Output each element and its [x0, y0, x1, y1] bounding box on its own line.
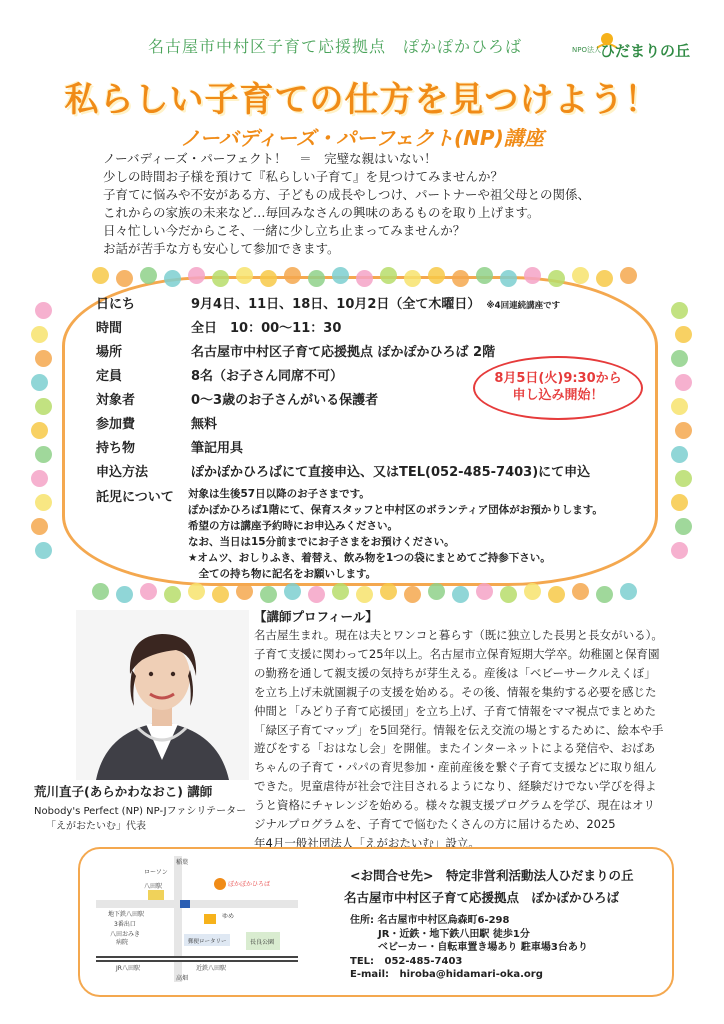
detail-label: 対象者	[96, 393, 136, 408]
confetti-dot	[500, 270, 517, 287]
detail-note: ※4回連続講座です	[486, 301, 561, 311]
confetti-dot	[35, 542, 52, 559]
confetti-dot	[675, 422, 692, 439]
confetti-dot	[236, 583, 253, 600]
confetti-dot	[31, 374, 48, 391]
confetti-dot	[92, 267, 109, 284]
detail-value: 無料	[191, 417, 218, 432]
childcare-lines	[188, 486, 668, 582]
map-label: ゆめ	[222, 913, 235, 920]
map-label: 郵便ロータリー	[188, 939, 227, 945]
confetti-dot	[308, 586, 325, 603]
childcare-line: 対象は生後57日以降のお子さまです。	[188, 488, 370, 500]
map-label: 高畑	[176, 975, 189, 982]
map-label: 近鉄八田駅	[196, 965, 227, 972]
confetti-dot	[404, 586, 421, 603]
profile-line: 「緑区子育てマップ」を5回発行。情報を伝え交流の場とするために、絵本や手	[254, 722, 664, 737]
confetti-dot	[31, 518, 48, 535]
contact-parking: ベビーカー・自転車置き場あり 駐車場3台あり	[378, 942, 588, 954]
confetti-dot	[404, 270, 421, 287]
email-label: E-mail:	[350, 969, 390, 981]
detail-label: 持ち物	[96, 441, 136, 456]
confetti-dot	[671, 302, 688, 319]
confetti-dot	[284, 583, 301, 600]
confetti-dot	[164, 270, 181, 287]
logo-name: ひだまりの丘	[600, 42, 691, 60]
map-label: JR八田駅	[116, 965, 140, 972]
profile-line: 子育て支援に関わって25年以上。名古屋市立保育短期大学卒。幼稚園と保育園	[254, 646, 660, 661]
contact-facility: 名古屋市中村区子育て応援拠点 ぽかぽかひろば	[344, 890, 620, 905]
intro-line: ノーバディーズ・パーフェクト！ ＝ 完璧な親はいない！	[103, 151, 437, 166]
profile-line: の勤務を通して親支援の気持ちが芽生える。産後は「ベビーサークルえくぼ」	[254, 665, 656, 680]
detail-value	[191, 293, 560, 312]
confetti-dot	[212, 586, 229, 603]
detail-label: 申込方法	[96, 465, 149, 480]
tel-label: TEL:	[350, 955, 375, 967]
detail-label: 日にち	[96, 297, 136, 312]
contact-address	[350, 914, 670, 928]
contact-info	[344, 866, 670, 982]
confetti-dot	[596, 270, 613, 287]
badge-line: 申し込み開始！	[512, 388, 604, 403]
map-label: 3番出口	[114, 921, 136, 928]
confetti-dot	[332, 583, 349, 600]
detail-value: ぽかぽかひろばにて直接申込、又はTEL(052-485-7403)にて申込	[191, 465, 591, 480]
confetti-dot	[572, 583, 589, 600]
confetti-dot	[332, 267, 349, 284]
confetti-dot	[308, 270, 325, 287]
confetti-dot	[92, 583, 109, 600]
confetti-dot	[548, 270, 565, 287]
confetti-dot	[116, 270, 133, 287]
childcare-line: 希望の方は講座予約時にお申込みください。	[188, 520, 398, 532]
intro-line: これからの家族の未来など…毎回みなさんの興味のあるものを取り上げます。	[103, 205, 540, 220]
access-map	[96, 856, 298, 982]
confetti-dot	[675, 518, 692, 535]
lecturer-role: 「えがおたいむ」代表	[46, 821, 146, 832]
lecturer-portrait	[76, 610, 249, 780]
profile-heading: 【講師プロフィール】	[254, 609, 378, 624]
confetti-dot	[675, 326, 692, 343]
confetti-dot	[31, 422, 48, 439]
confetti-dot	[260, 270, 277, 287]
detail-value-text: 9月4日、11日、18日、10月2日（全て木曜日）	[191, 297, 481, 312]
confetti-dot	[671, 446, 688, 463]
contact-heading: <お問合せ先> 特定非営利活動法人ひだまりの丘	[350, 868, 634, 883]
intro-line: お話が苦手な方も安心して参加できます。	[103, 241, 340, 256]
profile-line: を立ち上げ未就園親子の支援を始める。その後、情報を集約する必要を感じた	[254, 684, 657, 699]
childcare-line: ★オムツ、おしりふき、着替え、飲み物を1つの袋にまとめてご持参下さい。	[188, 552, 551, 564]
detail-value: 全日 10：00～11：30	[191, 321, 342, 336]
lecturer-name: 荒川直子(あらかわなおこ) 講師	[34, 784, 213, 799]
profile-line: ちゃんの子育て・パパの育児参加・産前産後を繋ぐ子育て支援などに取り組ん	[254, 760, 657, 775]
contact-tel	[350, 955, 670, 969]
detail-label: 時間	[96, 321, 123, 336]
confetti-dot	[671, 350, 688, 367]
profile-line: 遊びをする「おはなし会」を開催。またインターネットによる発信や、おばあ	[254, 741, 656, 756]
confetti-dot	[284, 267, 301, 284]
badge-line: 8月5日(火)9:30から	[494, 371, 622, 386]
confetti-dot	[188, 583, 205, 600]
confetti-dot	[620, 267, 637, 284]
contact-access: JR・近鉄・地下鉄八田駅 徒歩1分	[378, 928, 530, 940]
confetti-dot	[31, 470, 48, 487]
application-start-badge	[473, 356, 643, 420]
intro-line: 日々忙しい今だからこそ、一緒に少し立ち止まってみませんか？	[103, 223, 466, 238]
map-label: 病院	[116, 939, 129, 946]
childcare-label: 託児について	[96, 490, 174, 505]
confetti-dot	[675, 374, 692, 391]
profile-line: 年4月一般社団法人「えがおたいむ」設立。	[254, 835, 480, 850]
confetti-dot	[35, 350, 52, 367]
confetti-dot	[476, 583, 493, 600]
map-label: 八田おみき	[110, 931, 141, 938]
detail-value: 筆記用具	[191, 441, 244, 456]
email-value[interactable]: hiroba@hidamari-oka.org	[399, 969, 543, 981]
tel-value[interactable]: 052-485-7403	[384, 955, 463, 967]
lecturer-role: Nobody's Perfect (NP) NP-Jファシリテーター	[34, 806, 247, 817]
confetti-dot	[524, 583, 541, 600]
confetti-dot	[260, 586, 277, 603]
confetti-dot	[476, 267, 493, 284]
confetti-dot	[31, 326, 48, 343]
confetti-dot	[596, 586, 613, 603]
confetti-dot	[671, 542, 688, 559]
confetti-dot	[671, 398, 688, 415]
course-subtitle: ノーバディーズ・パーフェクト(NP)講座	[180, 126, 544, 150]
childcare-line: 全ての持ち物に記名をお願いします。	[188, 568, 377, 580]
confetti-dot	[620, 583, 637, 600]
detail-label: 場所	[96, 345, 123, 360]
confetti-dot	[428, 267, 445, 284]
confetti-dot	[524, 267, 541, 284]
profile-line: 名古屋生まれ。現在は夫とワンコと暮らす（既に独立した長男と長女がいる）。	[254, 628, 663, 642]
intro-line: 少しの時間お子様を預けて『私らしい子育て』を見つけてみませんか？	[103, 169, 504, 184]
confetti-dot	[356, 270, 373, 287]
childcare-line: なお、当日は15分前までにお子さまをお預けください。	[188, 536, 455, 548]
address-value: 名古屋市中村区烏森町6-298	[377, 915, 510, 926]
org-line: 名古屋市中村区子育て応援拠点 ぽかぽかひろば	[148, 37, 523, 56]
confetti-dot	[164, 586, 181, 603]
profile-line: できた。児童虐待が社会で注目されるようになり、経験だけでない学びを得よ	[254, 779, 657, 794]
map-label: ぽかぽかひろば	[228, 881, 271, 888]
confetti-dot	[356, 586, 373, 603]
profile-line: ジナルプログラムを、子育てで悩むたくさんの方に届けるため、2025	[254, 817, 616, 832]
confetti-dot	[236, 267, 253, 284]
intro-line: 子育てに悩みや不安がある方、子どもの成長やしつけ、パートナーや祖父母との関係、	[103, 187, 591, 202]
profile-line: うと資格にチャレンジを始める。様々な親支援プログラムを学び、現在はオリ	[254, 798, 656, 813]
detail-value: 0～3歳のお子さんがいる保護者	[191, 393, 379, 408]
address-label: 住所:	[350, 915, 374, 926]
detail-label: 参加費	[96, 417, 136, 432]
confetti-dot	[188, 267, 205, 284]
confetti-dot	[380, 583, 397, 600]
brand-logo	[572, 28, 691, 64]
lecturer-profile	[254, 608, 714, 853]
confetti-dot	[35, 446, 52, 463]
confetti-dot	[140, 267, 157, 284]
contact-email	[350, 968, 670, 982]
map-label: 地下鉄八田駅	[108, 911, 145, 918]
profile-line: 仲間と「みどり子育て応援団」を立ち上げ、子育て情報をママ視点でまとめた	[254, 703, 657, 718]
map-label: 稲葉	[176, 859, 189, 866]
map-label: 長良公園	[250, 939, 275, 946]
confetti-dot	[452, 270, 469, 287]
childcare-line: ぽかぽかひろば1階にて、保育スタッフと中村区のボランティア団体がお預かりします。	[188, 504, 603, 516]
detail-value: 名古屋市中村区子育て応援拠点 ぽかぽかひろば 2階	[191, 345, 496, 360]
map-label: ローソン	[144, 869, 168, 876]
confetti-dot	[140, 583, 157, 600]
lecturer-photo	[76, 610, 249, 780]
confetti-dot	[428, 583, 445, 600]
confetti-dot	[380, 267, 397, 284]
detail-value: 8名（お子さん同席不可）	[191, 369, 344, 384]
confetti-dot	[116, 586, 133, 603]
detail-label: 定員	[96, 369, 123, 384]
intro-text	[103, 150, 623, 258]
confetti-dot	[572, 267, 589, 284]
confetti-dot	[500, 586, 517, 603]
confetti-dot	[675, 470, 692, 487]
main-title: 私らしい子育ての仕方を見つけよう！	[64, 80, 660, 120]
confetti-dot	[548, 586, 565, 603]
confetti-dot	[35, 302, 52, 319]
logo-npo-label: NPO法人	[572, 46, 601, 54]
confetti-dot	[212, 270, 229, 287]
confetti-dot	[35, 398, 52, 415]
confetti-dot	[452, 586, 469, 603]
confetti-dot	[35, 494, 52, 511]
confetti-dot	[671, 494, 688, 511]
map-label: 八田駅	[144, 883, 163, 890]
